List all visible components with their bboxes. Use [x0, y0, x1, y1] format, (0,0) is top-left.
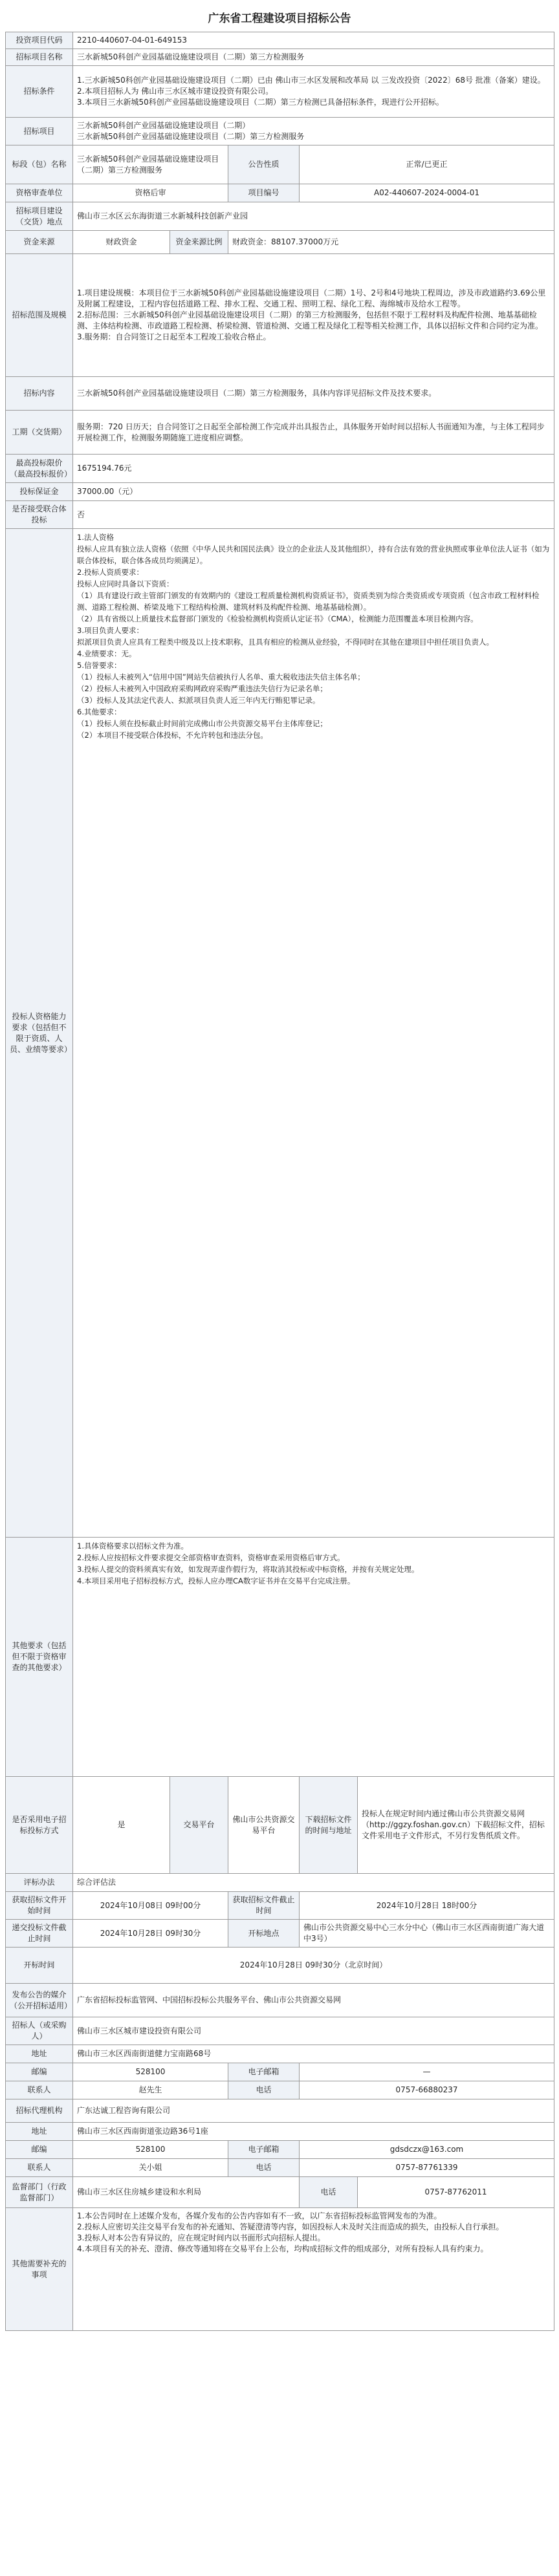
row-open-time [6, 1948, 554, 1984]
label-tenderer-contact: 联系人 [6, 2081, 73, 2099]
value-agency: 广东达诚工程咨询有限公司 [73, 2099, 554, 2123]
value-doc-get-end: 2024年10月28日 18时00分 [300, 1892, 554, 1920]
row-project-name [6, 49, 554, 66]
row-bid-method [6, 1874, 554, 1892]
label-approval-number: 项目编号 [228, 184, 300, 202]
value-conditions: 1.三水新城50科创产业园基础设施建设项目（二期）已由 佛山市三水区发展和改革局 以 三发改投资〔2022〕68号 批准（备案）建设。 2.本项目招标人为 佛山市三水区城市建设投资有限公司。 3.本项目三水新城50科创产业园基础设施建设项目（二期）第三方检测已具备招标条件，现进行公开招标。 [77, 76, 545, 107]
label-bid-method: 评标办法 [6, 1874, 73, 1892]
label-funding-source: 资金来源 [6, 231, 73, 254]
value-doc-get-start: 2024年10月08日 09时00分 [73, 1892, 228, 1920]
value-tender-doc-place: 投标人在规定时间内通过佛山市公共资源交易网（http://ggzy.foshan.gov.cn）下载招标文件，招标文件采用电子文件形式，不另行发售纸质文件。 [358, 1777, 554, 1874]
row-conditions [6, 66, 554, 118]
value-open-place: 佛山市公共资源交易中心三水分中心（佛山市三水区西南街道广海大道中3号） [300, 1920, 554, 1948]
row-scope [6, 254, 554, 377]
value-tenderer-contact: 赵先生 [73, 2081, 228, 2099]
value-agency-address: 佛山市三水区西南街道张边路36号1座 [73, 2123, 554, 2141]
value-agency-postcode: 528100 [73, 2141, 228, 2159]
label-bid-project: 招标项目 [6, 118, 73, 145]
notice-table [5, 32, 554, 2331]
row-qualification [6, 529, 554, 1538]
value-period: 服务期：720 日历天；自合同签订之日起至全部检测工作完成并出具报告止，具体服务开始时间以招标人书面通知为准，与主体工程同步开展检测工作，检测服务期随施工进度相应调整。 [77, 422, 545, 442]
row-project-code [6, 32, 554, 49]
label-tender-doc-place: 下载招标文件的时间与地址 [300, 1777, 358, 1874]
value-tenderer-address: 佛山市三水区西南街道健力宝南路68号 [73, 2045, 554, 2063]
label-bid-deadline: 递交投标文件截止时间 [6, 1920, 73, 1948]
value-project-name: 三水新城50科创产业园基础设施建设项目（二期）第三方检测服务 [73, 49, 554, 66]
value-agency-phone: 0757-87761339 [300, 2159, 554, 2177]
label-tenderer-email: 电子邮箱 [228, 2063, 300, 2081]
value-funding-source: 财政资金 [73, 231, 170, 254]
label-joint-bid: 是否接受联合体投标 [6, 501, 73, 529]
value-approval-org: 资格后审 [73, 184, 228, 202]
value-bid-project: 三水新城50科创产业园基础设施建设项目（二期） [77, 121, 250, 130]
value-platform: 佛山市公共资源交易平台 [228, 1777, 300, 1874]
value-joint-bid: 否 [73, 501, 554, 529]
value-project-code: 2210-440607-04-01-649153 [73, 32, 554, 49]
value-other: 1.本公告同时在上述媒介发布，各媒介发布的公告内容如有不一致，以广东省招标投标监管网发布的为准。 2.投标人应密切关注交易平台发布的补充通知、答疑澄清等内容，如因投标人未及时关注而造成的损失，由投标人自行承担。 3.投标人对本公告有异议的，应在规定时间内以书面形式向招标人提出。 4.本项目有关的补充、澄清、修改等通知将在交易平台上公布，均构成招标文件的组成部分，对所有投标人具有约束力。 [77, 2211, 504, 2253]
value-deposit: 37000.00（元） [73, 483, 554, 501]
value-public-owner: 正常/已更正 [300, 145, 554, 184]
label-approval-org: 资格审查单位 [6, 184, 73, 202]
value-scope: 1.项目建设规模：本项目位于三水新城50科创产业园基础设施建设项目（二期）1号、2号和4号地块工程周边，涉及市政道路约3.69公里及附属工程建设，工程内容包括道路工程、排水工程、交通工程、照明工程、绿化工程、海绵城市及给水工程等。 2.招标范围：三水新城50科创产业园基础设施建设项目（二期）的第三方检测服务，包括但不限于工程材料及构配件检测、地基基础检测、主体结构检测、市政道路工程检测、桥梁检测、管道检测、交通工程及绿化工程等相关检测工作，具体以招标文件和合同约定为准。 3.服务期：自合同签订之日起至本工程竣工验收合格止。 [77, 288, 546, 341]
row-shortlist [6, 377, 554, 411]
label-supervise: 监督部门（行政监督部门） [6, 2177, 73, 2208]
value-location: 佛山市三水区云东海街道三水新城科技创新产业园 [73, 202, 554, 231]
value-qualification: 1.法人资格 投标人应具有独立法人资格（依照《中华人民共和国民法典》设立的企业法人及其他组织），持有合法有效的营业执照或事业单位法人证书（如为联合体投标，联合体各成员均须满足）。 2.投标人资质要求： 投标人应同时具备以下资质： （1）具有建设行政主管部门颁发的有效期内的《建设工程质量检测机构资质证书》，资质类别为综合类资质或专项资质（包含市政工程材料检测、道路工程检测、桥梁及地下工程结构检测、建筑材料及构配件检测、地基基础检测）。 （2）具有省级以上质量技术监督部门颁发的《检验检测机构资质认定证书》（CMA），检测能力范围覆盖本项目检测内容。 3.项目负责人要求： 拟派项目负责人应具有工程类中级及以上技术职称，且具有相应的检测从业经验，不得同时在其他在建项目中担任项目负责人。 4.业绩要求：无。 5.信誉要求： （1）投标人未被列入“信用中国”网站失信被执行人名单、重大税收违法失信主体名单； （2）投标人未被列入中国政府采购网政府采购严重违法失信行为记录名单； （3）投标人及其法定代表人、拟派项目负责人近三年内无行贿犯罪记录。 6.其他要求： （1）投标人须在投标截止时间前完成佛山市公共资源交易平台主体库登记； （2）本项目不接受联合体投标，不允许转包和违法分包。 [77, 533, 550, 740]
value-supervise: 佛山市三水区住房城乡建设和水利局 [73, 2177, 300, 2208]
row-publish-media [6, 1984, 554, 2017]
label-qualification: 投标人资格能力要求（包括但不限于资质、人员、业绩等要求） [6, 529, 73, 1538]
value-approval-number: A02-440607-2024-0004-01 [300, 184, 554, 202]
row-agency-contact [6, 2159, 554, 2177]
label-other: 其他需要补充的事项 [6, 2208, 73, 2331]
row-doc-get [6, 1892, 554, 1920]
row-bid-deadline [6, 1920, 554, 1948]
row-period [6, 411, 554, 455]
row-agency [6, 2099, 554, 2123]
label-agency-email: 电子邮箱 [228, 2141, 300, 2159]
label-project-code: 投资项目代码 [6, 32, 73, 49]
value-section-name: 三水新城50科创产业园基础设施建设项目（二期）第三方检测服务 [73, 145, 228, 184]
label-agency-phone: 电话 [228, 2159, 300, 2177]
label-tenderer-address: 地址 [6, 2045, 73, 2063]
label-public-owner: 公告性质 [228, 145, 300, 184]
value-max-price: 1675194.76元 [73, 455, 554, 483]
row-other [6, 2208, 554, 2331]
value-e-bid: 是 [73, 1777, 170, 1874]
row-e-bid [6, 1777, 554, 1874]
value-bid-deadline: 2024年10月28日 09时30分 [73, 1920, 228, 1948]
row-max-price [6, 455, 554, 483]
label-agency-contact: 联系人 [6, 2159, 73, 2177]
value-agency-contact: 关小姐 [73, 2159, 228, 2177]
label-e-bid: 是否采用电子招标投标方式 [6, 1777, 73, 1874]
page-title: 广东省工程建设项目招标公告 [208, 12, 351, 25]
row-approval [6, 184, 554, 202]
row-location [6, 202, 554, 231]
value-tenderer: 佛山市三水区城市建设投资有限公司 [73, 2017, 554, 2045]
label-tenderer: 招标人（或采购人） [6, 2017, 73, 2045]
value-open-time: 2024年10月28日 09时30分（北京时间） [73, 1948, 554, 1984]
label-scope: 招标范围及规模 [6, 254, 73, 377]
label-agency-address: 地址 [6, 2123, 73, 2141]
label-max-price: 最高投标限价（最高投标报价） [6, 455, 73, 483]
row-funding [6, 231, 554, 254]
label-supervise-phone: 电话 [300, 2177, 358, 2208]
label-deposit: 投标保证金 [6, 483, 73, 501]
label-agency: 招标代理机构 [6, 2099, 73, 2123]
row-agency-address [6, 2123, 554, 2141]
label-tenderer-phone: 电话 [228, 2081, 300, 2099]
label-open-place: 开标地点 [228, 1920, 300, 1948]
row-joint-bid [6, 501, 554, 529]
row-tenderer [6, 2017, 554, 2045]
row-tenderer-postcode [6, 2063, 554, 2081]
value-publish-media: 广东省招标投标监管网、中国招标投标公共服务平台、佛山市公共资源交易网 [73, 1984, 554, 2017]
row-deposit [6, 483, 554, 501]
label-project-name: 招标项目名称 [6, 49, 73, 66]
label-conditions: 招标条件 [6, 66, 73, 118]
label-location: 招标项目建设（交货）地点 [6, 202, 73, 231]
label-platform: 交易平台 [170, 1777, 228, 1874]
value-tenderer-phone: 0757-66880237 [300, 2081, 554, 2099]
value-bid-method: 综合评估法 [73, 1874, 554, 1892]
value-agency-email: gdsdczx@163.com [300, 2141, 554, 2159]
value-tenderer-email: — [300, 2063, 554, 2081]
label-agency-postcode: 邮编 [6, 2141, 73, 2159]
row-supervise [6, 2177, 554, 2208]
value-shortlist: 三水新城50科创产业园基础设施建设项目（二期）第三方检测服务，具体内容详见招标文件及技术要求。 [73, 377, 554, 411]
value-funding-ratio: 财政资金：88107.37000万元 [228, 231, 554, 254]
label-tenderer-postcode: 邮编 [6, 2063, 73, 2081]
label-doc-get-start: 获取招标文件开始时间 [6, 1892, 73, 1920]
label-section-name: 标段（包）名称 [6, 145, 73, 184]
label-period: 工期（交货期） [6, 411, 73, 455]
label-doc-get-end: 获取招标文件截止时间 [228, 1892, 300, 1920]
label-funding-ratio: 资金来源比例 [170, 231, 228, 254]
value-other-requirements: 1.具体资格要求以招标文件为准。 2.投标人应按招标文件要求提交全部资格审查资料，资格审查采用资格后审方式。 3.投标人提交的资料须真实有效，如发现弄虚作假行为，将取消其投标或中标资格，并按有关规定处理。 4.本项目采用电子招标投标方式，投标人应办理CA数字证书并在交易平台完成注册。 [77, 1541, 419, 1585]
row-agency-postcode [6, 2141, 554, 2159]
label-shortlist: 招标内容 [6, 377, 73, 411]
label-open-time: 开标时间 [6, 1948, 73, 1984]
row-tenderer-address [6, 2045, 554, 2063]
row-section [6, 145, 554, 184]
row-bid-project [6, 118, 554, 145]
notice-page [5, 0, 554, 2331]
value-bid-project-full: 三水新城50科创产业园基础设施建设项目（二期）第三方检测服务 [77, 132, 305, 141]
row-tenderer-contact [6, 2081, 554, 2099]
label-publish-media: 发布公告的媒介（公开招标适用） [6, 1984, 73, 2017]
row-other-requirements [6, 1538, 554, 1777]
label-other-requirements: 其他要求（包括但不限于资格审查的其他要求） [6, 1538, 73, 1777]
value-tenderer-postcode: 528100 [73, 2063, 228, 2081]
value-supervise-phone: 0757-87762011 [358, 2177, 554, 2208]
